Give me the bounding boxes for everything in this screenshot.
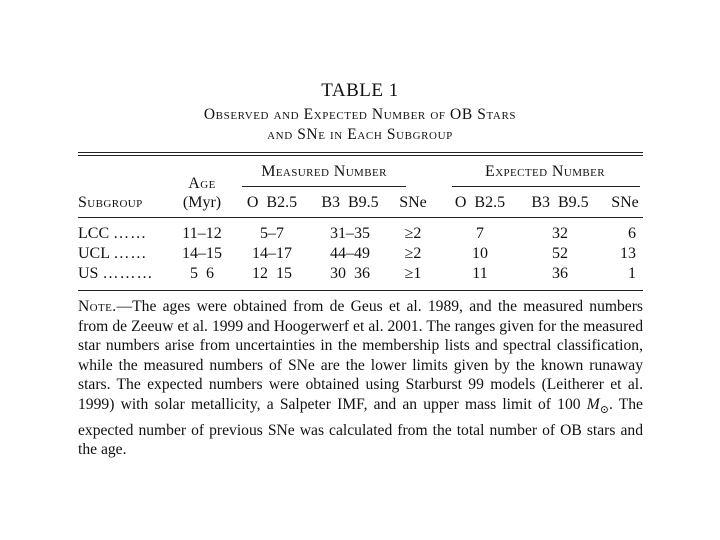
table-title: TABLE 1 [321, 80, 399, 101]
row-age: 11–12 [182, 225, 222, 242]
leader-dots: …… [113, 245, 148, 262]
header-measured-sne: SNe [399, 194, 427, 211]
top-rule-2 [78, 155, 643, 156]
row-expected-b3: 32 [552, 225, 568, 242]
measured-group-rule [242, 186, 406, 187]
table-caption [0, 105, 720, 145]
row-subgroup-name: US [78, 265, 99, 282]
row-measured-b3: 44–49 [330, 245, 370, 262]
leader-dots: …… [113, 225, 148, 242]
row-expected-ob: 10 [472, 245, 488, 262]
row-measured-ob: 14–17 [252, 245, 292, 262]
header-expected-group: Expected Number [485, 163, 605, 180]
row-measured-ob: 12 15 [252, 265, 292, 282]
row-measured-ob: 5–7 [260, 225, 284, 242]
table-note [78, 297, 643, 460]
note-text: The ages were obtained from de Geus et al. 1989, and the measured numbers from de Zeeuw et al. 1999 and Hoogerwerf et al. 2001. The ranges given for the measured star numbers arise from uncertainties in the membership lists and spectral classification, while the measured numbers of SNe are the lower limits given by the known runaway stars. The expected numbers were obtained using Starburst 99 models (Leitherer et al. 1999) with solar metallicity, a Salpeter IMF, and an upper mass limit of 100 [78, 298, 643, 413]
sun-symbol: ⊙ [599, 404, 609, 417]
header-age-bottom: (Myr) [182, 194, 222, 211]
header-measured-b3: B3 B9.5 [321, 194, 379, 211]
row-subgroup-name: LCC [78, 225, 110, 242]
row-expected-sne: 1 [628, 265, 636, 282]
row-expected-sne: 6 [628, 225, 636, 242]
header-expected-sne: SNe [611, 194, 639, 211]
bottom-rule [78, 290, 643, 291]
row-expected-b3: 36 [552, 265, 568, 282]
row-measured-sne: ≥2 [404, 225, 422, 242]
header-age-top: Age [188, 175, 216, 192]
expected-group-rule [452, 186, 640, 187]
header-expected-b3: B3 B9.5 [531, 194, 589, 211]
header-expected-ob: O B2.5 [454, 194, 506, 211]
mass-symbol: M [586, 395, 600, 413]
row-age: 14–15 [182, 245, 222, 262]
row-subgroup-name: UCL [78, 245, 110, 262]
row-expected-ob: 7 [476, 225, 484, 242]
row-measured-sne: ≥1 [404, 265, 422, 282]
row-expected-sne: 13 [620, 245, 636, 262]
note-label: Note. [78, 298, 117, 315]
header-rule [78, 217, 643, 218]
header-measured-ob: O B2.5 [246, 194, 298, 211]
caption-line-1: Observed and Expected Number of OB Stars [203, 106, 517, 123]
row-expected-ob: 11 [472, 265, 488, 282]
top-rule-1 [78, 152, 643, 153]
row-measured-b3: 30 36 [330, 265, 370, 282]
row-expected-b3: 52 [552, 245, 568, 262]
note-dash: — [116, 298, 133, 315]
row-subgroup [78, 225, 147, 243]
header-measured-group: Measured Number [261, 163, 387, 180]
header-subgroup: Subgroup [78, 194, 143, 211]
row-age: 5 6 [190, 265, 214, 282]
note-text-end: . The expected number of previous SNe was calculated from the total number of OB stars and the age. [78, 395, 643, 459]
row-measured-sne: ≥2 [404, 245, 422, 262]
leader-dots: ……… [102, 265, 154, 282]
row-subgroup [78, 265, 153, 283]
row-subgroup [78, 245, 147, 263]
caption-line-2: and SNe in Each Subgroup [267, 126, 453, 143]
row-measured-b3: 31–35 [330, 225, 370, 242]
